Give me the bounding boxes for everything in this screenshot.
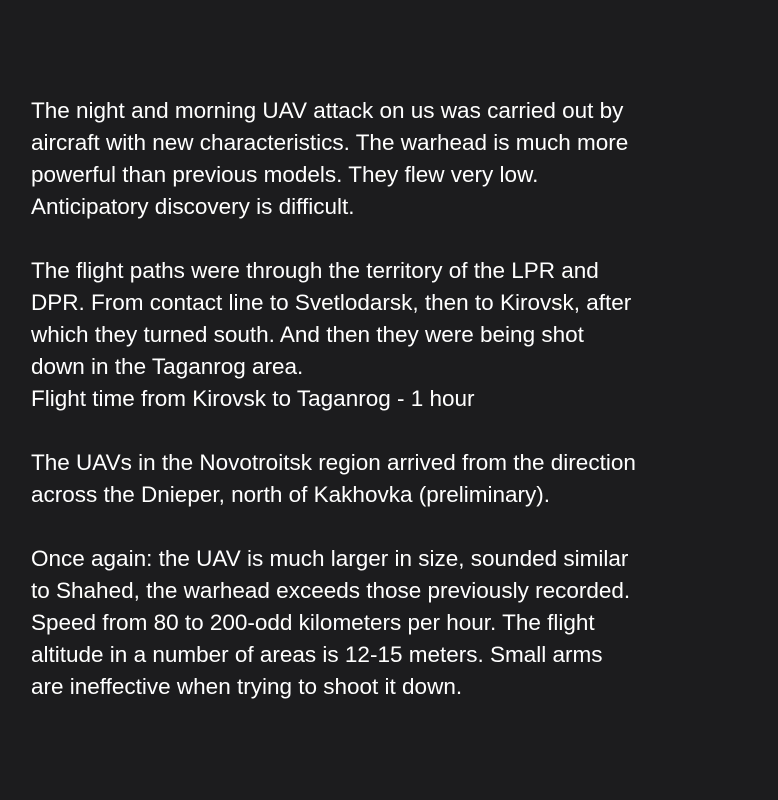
text-line: across the Dnieper, north of Kakhovka (preliminary). bbox=[31, 482, 550, 507]
text-line: are ineffective when trying to shoot it down. bbox=[31, 674, 463, 699]
message-text bbox=[31, 95, 761, 703]
text-line: Once again: the UAV is much larger in size, sounded similar bbox=[31, 546, 629, 571]
text-line: to Shahed, the warhead exceeds those previously recorded. bbox=[31, 578, 631, 603]
paragraph-novotroitsk bbox=[31, 447, 761, 511]
text-line: The night and morning UAV attack on us was carried out by bbox=[31, 98, 624, 123]
paragraph-attack-description bbox=[31, 95, 761, 223]
text-line: The UAVs in the Novotroitsk region arrived from the direction bbox=[31, 450, 636, 475]
text-line: Flight time from Kirovsk to Taganrog - 1 hour bbox=[31, 386, 475, 411]
paragraph-uav-characteristics bbox=[31, 543, 761, 703]
text-line: aircraft with new characteristics. The warhead is much more bbox=[31, 130, 629, 155]
text-line: powerful than previous models. They flew very low. bbox=[31, 162, 539, 187]
text-line: DPR. From contact line to Svetlodarsk, then to Kirovsk, after bbox=[31, 290, 632, 315]
text-line: Speed from 80 to 200-odd kilometers per hour. The flight bbox=[31, 610, 595, 635]
text-line: The flight paths were through the territory of the LPR and bbox=[31, 258, 599, 283]
text-line: down in the Taganrog area. bbox=[31, 354, 304, 379]
text-line: which they turned south. And then they were being shot bbox=[31, 322, 584, 347]
text-line: Anticipatory discovery is difficult. bbox=[31, 194, 355, 219]
paragraph-flight-paths bbox=[31, 255, 761, 415]
text-line: altitude in a number of areas is 12-15 meters. Small arms bbox=[31, 642, 603, 667]
